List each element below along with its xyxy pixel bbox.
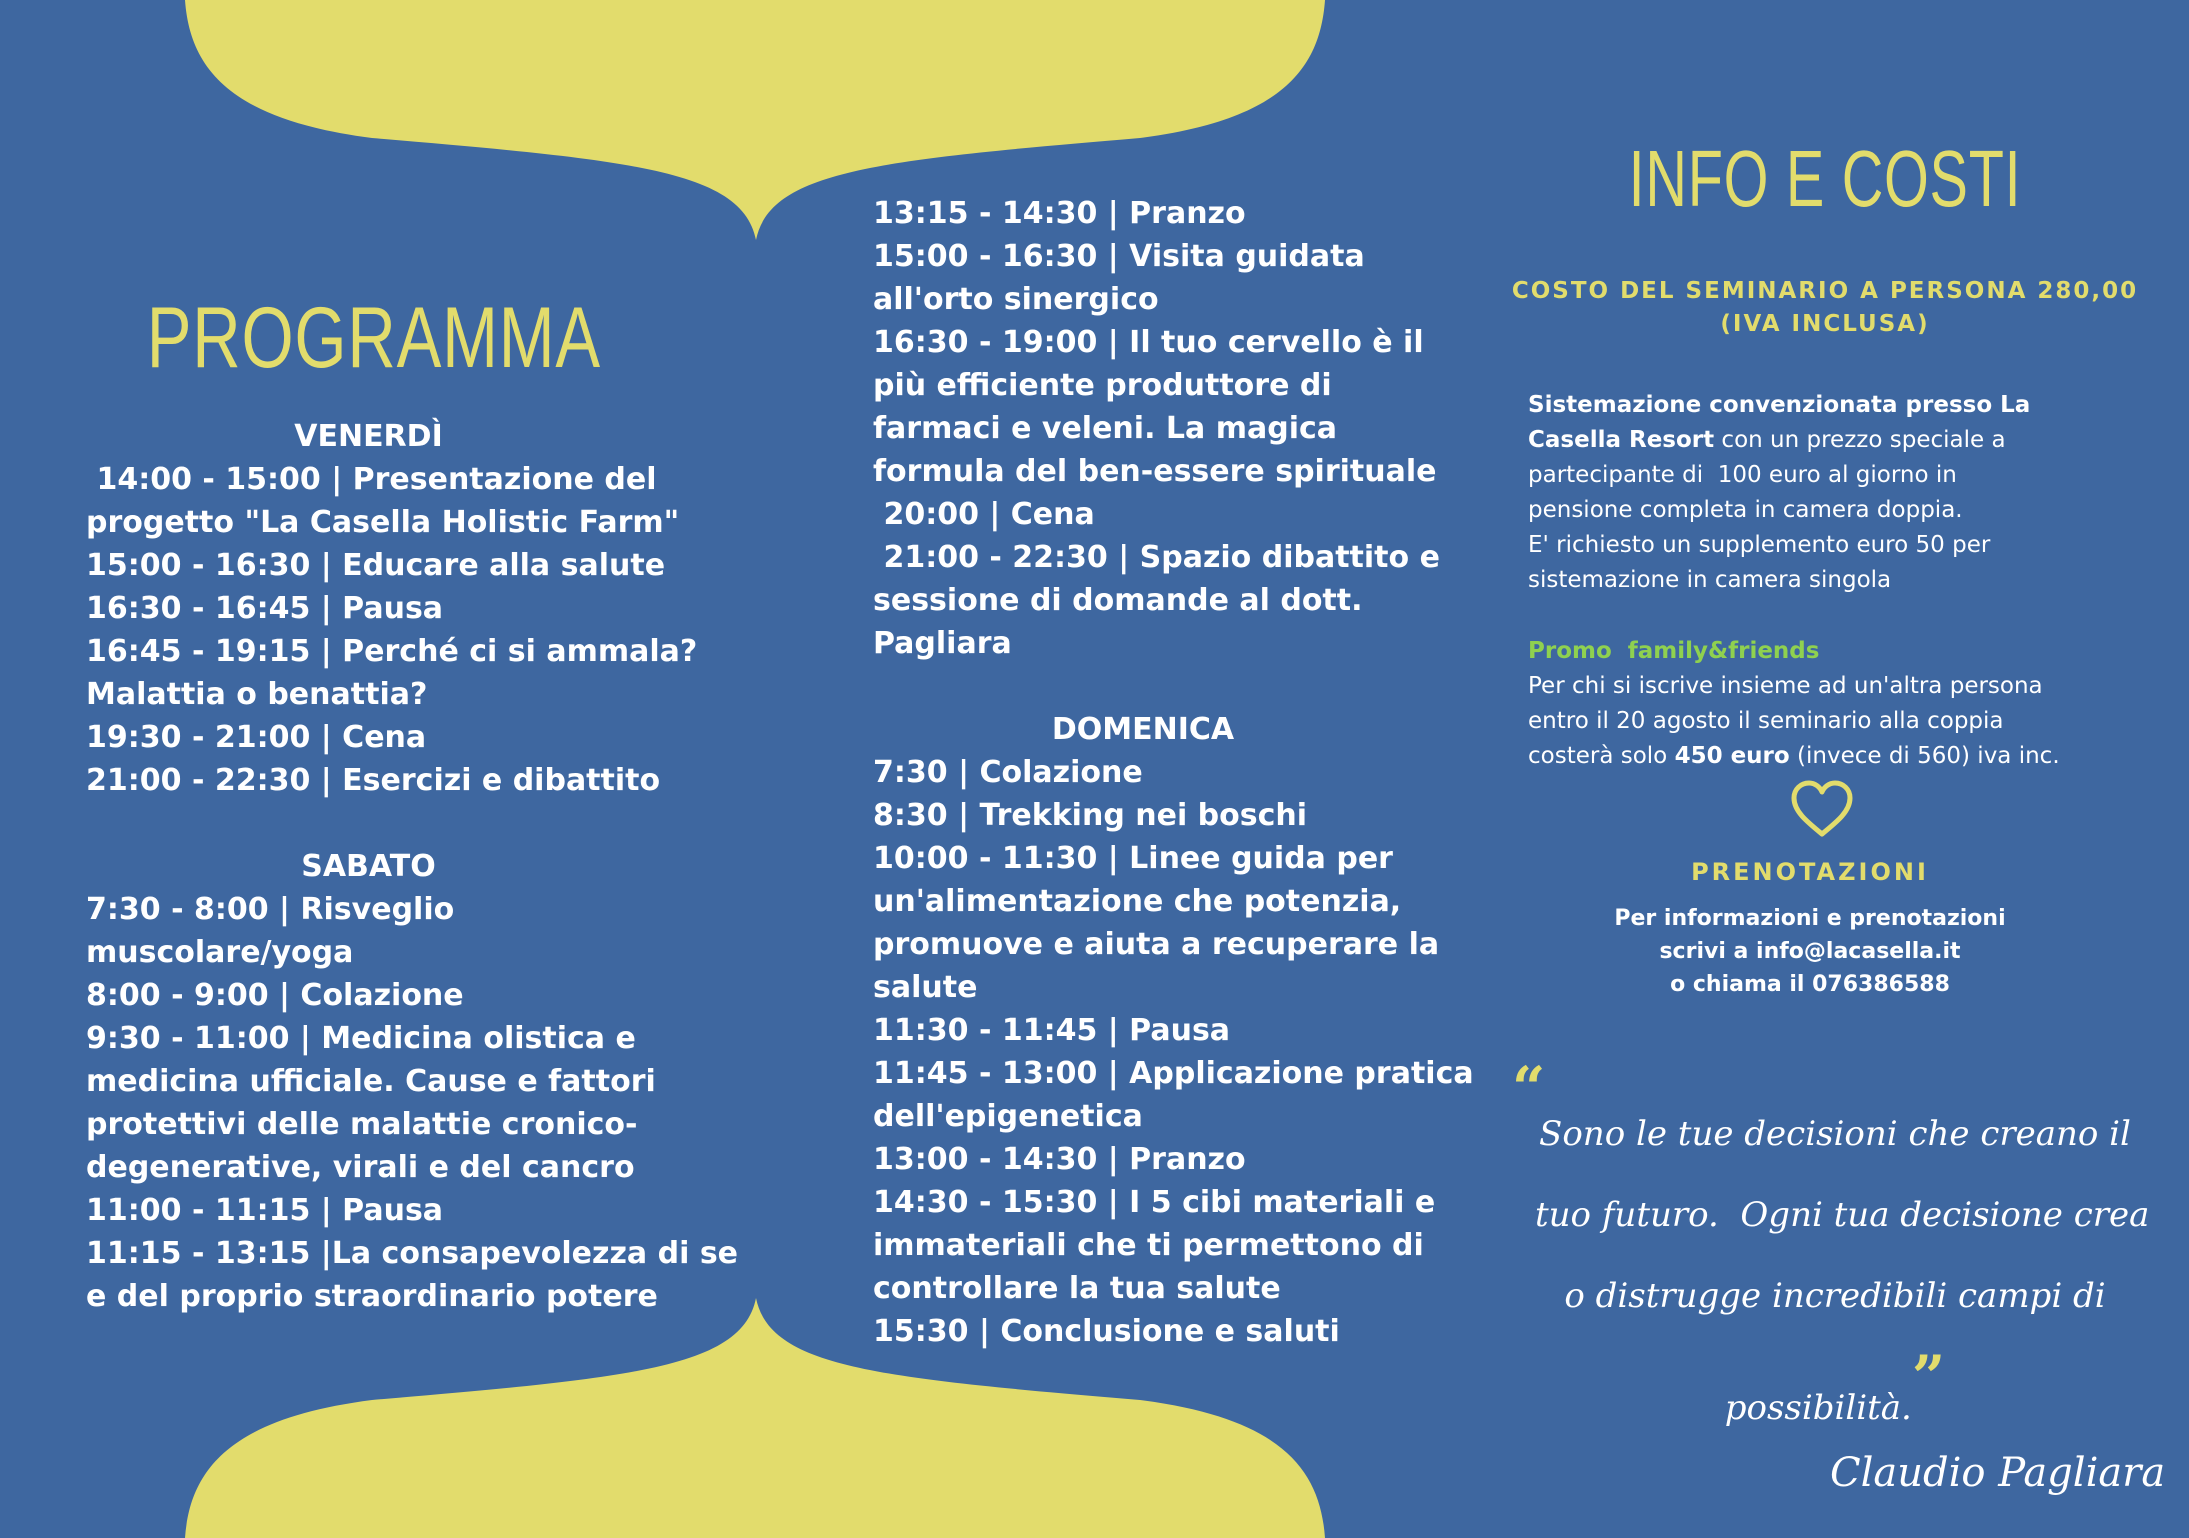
list-item: all'orto sinergico [873, 282, 1159, 317]
quote-line: o distrugge incredibili campi di [1564, 1276, 2106, 1316]
quote-line: tuo futuro. Ogni tua decisione crea [1535, 1195, 2150, 1235]
list-item: 19:30 - 21:00 | Cena [86, 720, 427, 755]
list-item: farmaci e veleni. La magica [873, 411, 1338, 446]
list-item: 11:15 - 13:15 |La consapevolezza di se [86, 1236, 739, 1271]
list-item: 14:00 - 15:00 | Presentazione del [86, 462, 657, 497]
list-item: 16:30 - 19:00 | Il tuo cervello è il [873, 325, 1424, 360]
accommodation-bold: Sistemazione convenzionata presso La [1528, 392, 2031, 418]
heart-outline-icon [1790, 780, 1854, 838]
list-item: 11:30 - 11:45 | Pausa [873, 1013, 1231, 1048]
accommodation-text: con un prezzo speciale a [1714, 427, 2006, 453]
list-item: immateriali che ti permettono di [873, 1228, 1424, 1263]
list-item: 7:30 | Colazione [873, 755, 1143, 790]
list-item: sessione di domande al dott. [873, 583, 1363, 618]
list-item: muscolare/yoga [86, 935, 354, 970]
saturday-list [86, 888, 739, 1318]
list-item: 10:00 - 11:30 | Linee guida per [873, 841, 1393, 876]
list-item: 9:30 - 11:00 | Medicina olistica e [86, 1021, 636, 1056]
promo-price: 450 euro [1674, 743, 1790, 769]
accommodation-block [1528, 388, 2148, 598]
accommodation-text: E' richiesto un supplemento euro 50 per [1528, 532, 1991, 558]
accommodation-text: partecipante di 100 euro al giorno in [1528, 462, 1957, 488]
list-item: controllare la tua salute [873, 1271, 1281, 1306]
info-title: INFO E COSTI [1628, 134, 2022, 223]
list-item: 13:00 - 14:30 | Pranzo [873, 1142, 1246, 1177]
list-item: protettivi delle malattie cronico- [86, 1107, 638, 1142]
quote-last: possibilità. [1724, 1388, 1912, 1428]
list-item: 8:30 | Trekking nei boschi [873, 798, 1308, 833]
sunday-list [873, 751, 1474, 1353]
promo-title: Promo family&friends [1528, 638, 1820, 664]
sunday-heading: DOMENICA [1051, 712, 1235, 747]
list-item: 14:30 - 15:30 | I 5 cibi materiali e [873, 1185, 1436, 1220]
list-item: 16:30 - 16:45 | Pausa [86, 591, 444, 626]
list-item: promuove e aiuta a recuperare la [873, 927, 1440, 962]
contact-block [1490, 902, 2130, 1001]
resort-name: Casella Resort [1528, 427, 1715, 453]
list-item: 20:00 | Cena [873, 497, 1095, 532]
accommodation-text: pensione completa in camera doppia. [1528, 497, 1963, 523]
quote-block [1535, 1094, 2150, 1449]
list-item: 11:00 - 11:15 | Pausa [86, 1193, 444, 1228]
contact-text: Per informazioni e prenotazioni [1614, 906, 2006, 931]
saturday-heading: SABATO [301, 849, 436, 884]
quote-line [1535, 1337, 2135, 1449]
cost-vat-line: (IVA INCLUSA) [1720, 311, 1930, 337]
saturday-continued-list [873, 192, 1440, 665]
list-item: 15:00 - 16:30 | Visita guidata [873, 239, 1365, 274]
schedule-column-middle [873, 192, 1474, 1353]
friday-heading: VENERDÌ [294, 419, 443, 454]
friday-list [86, 458, 698, 802]
bookings-title: PRENOTAZIONI [1691, 858, 1929, 886]
list-item: più efficiente produttore di [873, 368, 1332, 403]
list-item: Malattia o benattia? [86, 677, 428, 712]
list-item: 7:30 - 8:00 | Risveglio [86, 892, 455, 927]
list-item: progetto "La Casella Holistic Farm" [86, 505, 680, 540]
promo-text: (invece di 560) iva inc. [1789, 743, 2060, 769]
promo-text: Per chi si iscrive insieme ad un'altra persona [1528, 673, 2043, 699]
list-item: Pagliara [873, 626, 1012, 661]
list-item: un'alimentazione che potenzia, [873, 884, 1402, 919]
list-item: 13:15 - 14:30 | Pranzo [873, 196, 1246, 231]
list-item: degenerative, virali e del cancro [86, 1150, 635, 1185]
friday-section [86, 415, 739, 1318]
promo-text: entro il 20 agosto il seminario alla coppia [1528, 708, 2004, 734]
list-item: 15:30 | Conclusione e saluti [873, 1314, 1340, 1349]
quote-author: Claudio Pagliara [1830, 1450, 2166, 1496]
cost-line: COSTO DEL SEMINARIO A PERSONA 280,00 [1511, 278, 2139, 304]
program-column [86, 290, 686, 386]
list-item: 21:00 - 22:30 | Spazio dibattito e [873, 540, 1440, 575]
promo-text: costerà solo [1528, 743, 1675, 769]
accommodation-text: sistemazione in camera singola [1528, 567, 1892, 593]
list-item: 21:00 - 22:30 | Esercizi e dibattito [86, 763, 661, 798]
list-item: dell'epigenetica [873, 1099, 1143, 1134]
list-item: 8:00 - 9:00 | Colazione [86, 978, 464, 1013]
quote-line: Sono le tue decisioni che creano il [1539, 1114, 2131, 1154]
contact-phone: o chiama il 076386588 [1670, 972, 1950, 997]
list-item: formula del ben-essere spirituale [873, 454, 1437, 489]
list-item: 11:45 - 13:00 | Applicazione pratica [873, 1056, 1474, 1091]
promo-block [1528, 634, 2158, 774]
list-item: 16:45 - 19:15 | Perché ci si ammala? [86, 634, 698, 669]
list-item: e del proprio straordinario potere [86, 1279, 658, 1314]
list-item: 15:00 - 16:30 | Educare alla salute [86, 548, 666, 583]
list-item: salute [873, 970, 978, 1005]
list-item: medicina ufficiale. Cause e fattori [86, 1064, 656, 1099]
program-title: PROGRAMMA [146, 290, 601, 386]
open-quote-mark: “ [1512, 1054, 1546, 1122]
close-quote-mark: ” [1911, 1343, 1946, 1411]
contact-email: scrivi a info@lacasella.it [1659, 939, 1961, 964]
